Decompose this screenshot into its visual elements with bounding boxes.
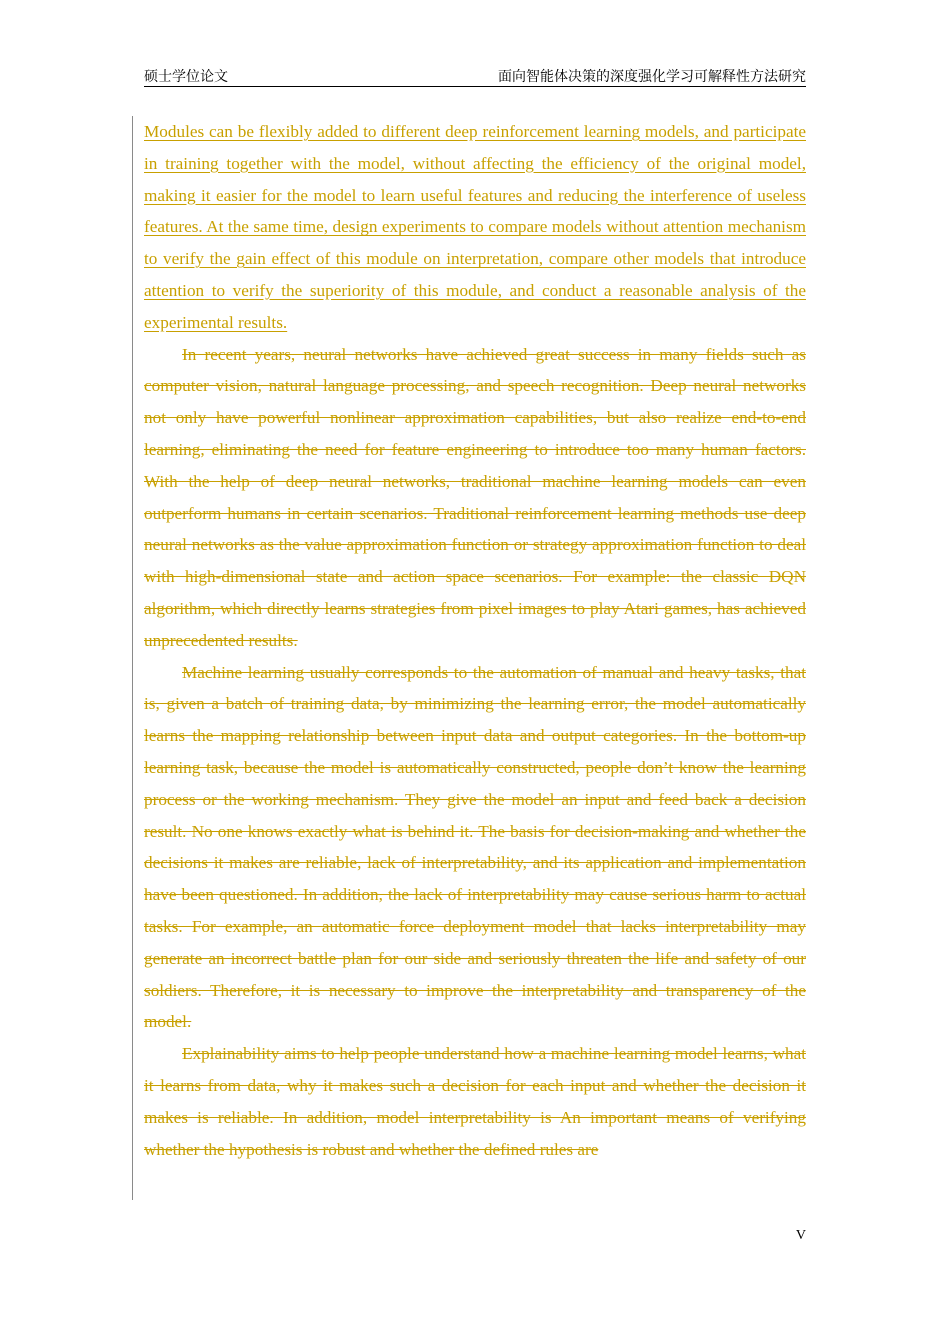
header-thesis-title: 面向智能体决策的深度强化学习可解释性方法研究 — [498, 69, 806, 85]
document-body — [144, 116, 806, 1165]
deleted-paragraph: In recent years, neural networks have achieved great success in many fields such as computer vision, natural language processing, and speech recognition. Deep neural networks not only have powerful nonlinear approximation capabilities, but also realize end-to-end learning, eliminating the need for feature engineering to introduce too many human factors. With the help of deep neural networks, traditional machine learning models can even outperform humans in certain scenarios. Traditional reinforcement learning methods use deep neural networks as the value approximation function or strategy approximation function to deal with high-dimensional state and action space scenarios. For example: the classic DQN algorithm, which directly learns strategies from pixel images to play Atari games, has achieved unprecedented results. — [144, 344, 806, 650]
inserted-paragraph: Modules can be flexibly added to different deep reinforcement learning models, and participate in training together with the model, without affecting the efficiency of the original model, making it easier for the model to learn useful features and reducing the interference of useless features. At the same time, design experiments to compare models without attention mechanism to verify the gain effect of this module on interpretation, compare other models that introduce attention to verify the superiority of this module, and conduct a reasonable analysis of the experimental results. — [144, 122, 806, 332]
page-header — [144, 64, 806, 88]
revision-change-bar — [132, 116, 133, 1200]
deleted-paragraph: Explainability aims to help people understand how a machine learning model learns, what it learns from data, why it makes such a decision for each input and whether the decision it makes is reliable. In addition, model interpretability is An important means of verifying whether the hypothesis is robust and whether the defined rules are — [144, 1044, 806, 1159]
deleted-paragraph: Machine learning usually corresponds to the automation of manual and heavy tasks, that is, given a batch of training data, by minimizing the learning error, the model automatically learns the mapping relationship between input data and output categories. In the bottom-up learning task, because the model is automatically constructed, people don’t know the learning process or the working mechanism. They give the model an input and feed back a decision result. No one knows exactly what is behind it. The basis for decision-making and whether the decisions it makes are reliable, lack of interpretability, and its application and implementation have been questioned. In addition, the lack of interpretability may cause serious harm to actual tasks. For example, an automatic force deployment model that lacks interpretability may generate an incorrect battle plan for our side and seriously threaten the life and safety of our soldiers. Therefore, it is necessary to improve the interpretability and transparency of the model. — [144, 662, 806, 1032]
page-number: V — [795, 1228, 806, 1243]
header-rule — [144, 86, 806, 87]
header-degree-label: 硕士学位论文 — [144, 69, 228, 85]
